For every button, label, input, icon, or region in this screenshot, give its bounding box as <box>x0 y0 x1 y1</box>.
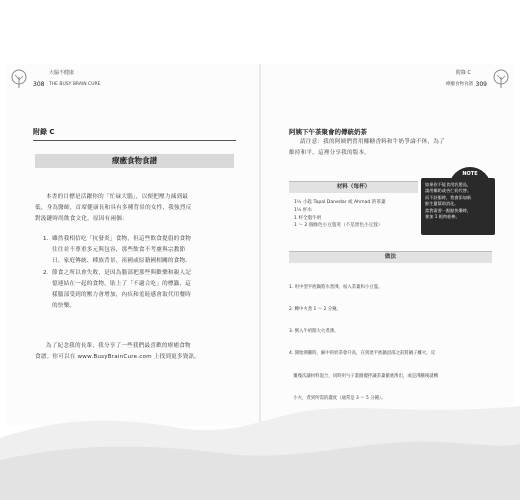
list-item: 4. 開始沸騰時，細中的奶茶會升高，在到達平底鍋頂部之前將鍋子離火，反 <box>289 351 436 357</box>
right-page-number: 309 <box>475 81 487 88</box>
ingredients-heading: 材料（每杯） <box>289 181 418 193</box>
tree-logo-icon <box>8 68 30 90</box>
divider <box>33 140 236 141</box>
list-item: 覆幾次讓材料混合，同時用勺子畫圈攪拌讓茶葉徹底滲出，或是沸騰後就轉 <box>289 373 439 379</box>
left-running-title-en: THE BUSY BRAIN CURE <box>49 82 101 87</box>
recipe-title: 阿姨下午茶聚會的傳統奶茶 <box>289 128 367 136</box>
closing-paragraph: 為了紀念我的長輩，我分享了一些我們最喜歡的療癒食物 食譜。你可以在 www.BusyBrainCure.com 上找到更多資訊。 <box>35 343 201 360</box>
list-item: 1. 雖然我相信吃「抗發炎」食物，但這些飲食提倡的食物 往往並不尊重多元與包容，那些飲食不考慮與宗教節 日、家庭傳統、種族背景、祖國或原籍國相關的食物。 <box>43 236 192 264</box>
left-page-number: 308 <box>33 81 45 88</box>
intro-paragraph: 本書的目標是活躍你的「忙碌大腦」，以便把壓力減到最 低。身為醫師，首席健康長和具有多種背景的女性，我強烈反 對汲鏈時尚飲食文化，原因有兩個： <box>35 194 192 222</box>
ingredients-list <box>294 199 418 230</box>
left-running-title: 大腦不健康 <box>49 70 75 76</box>
book-gutter <box>259 64 261 426</box>
list-item: 1. 用中型平底鍋將水煮沸，加入茶葉和小豆蔻。 <box>289 284 383 290</box>
list-item: 3. 倒入牛奶開大火煮沸。 <box>289 329 339 335</box>
appendix-label: 附錄 C <box>33 128 55 136</box>
list-item: 1 ～ 2 個綠色小豆蔻莢（不是黑色小豆蔻） <box>294 223 383 229</box>
right-running-title: 附錄 C <box>455 70 471 76</box>
list-item: 2. 轉中火煮 1 ～ 2 分鐘。 <box>289 307 341 313</box>
list-item: 1½ 小匙 Tapal Danedar 或 Ahmad 的茶葉 <box>294 200 386 205</box>
section-title: 療癒食物食譜 <box>35 154 234 168</box>
tree-logo-icon <box>490 68 512 90</box>
hills-decoration <box>0 398 520 500</box>
list-item: 2. 節食之所以會失敗，是因為腦部把那些與歡樂和親人記 憶連結在一起的食物，貼上了「不適合吃」的標籤，這 樣腦部受到的壓力會增加，內疚和羞恥感會取代用餐時 的快樂。 <box>43 270 192 309</box>
right-running-subtitle: 療癒食物食譜 <box>446 82 473 87</box>
list-item: 1 杯全脂牛奶 <box>294 215 322 221</box>
recipe-intro: 請注意：我的阿姨們習用椰糖香料和牛奶爭論不休，為了 維持和平，這裡分享我的版本。 <box>289 139 445 156</box>
method-heading: 做法 <box>289 251 492 263</box>
note-body: 如果你不能食用乳製品， 請用椰奶或杏仁奶代替。 而不舒服時，我會添加新 鮮生薑幫助消化。 當我需要一點點快樂時， 會加 1 根肉桂棒。 <box>425 182 472 220</box>
list-item: 小火，煮到所需的濃度（通常是 3 ～ 5 分鐘）。 <box>289 395 386 401</box>
list-item: 1½ 杯水 <box>294 207 313 213</box>
note-heading: NOTE <box>462 171 478 177</box>
